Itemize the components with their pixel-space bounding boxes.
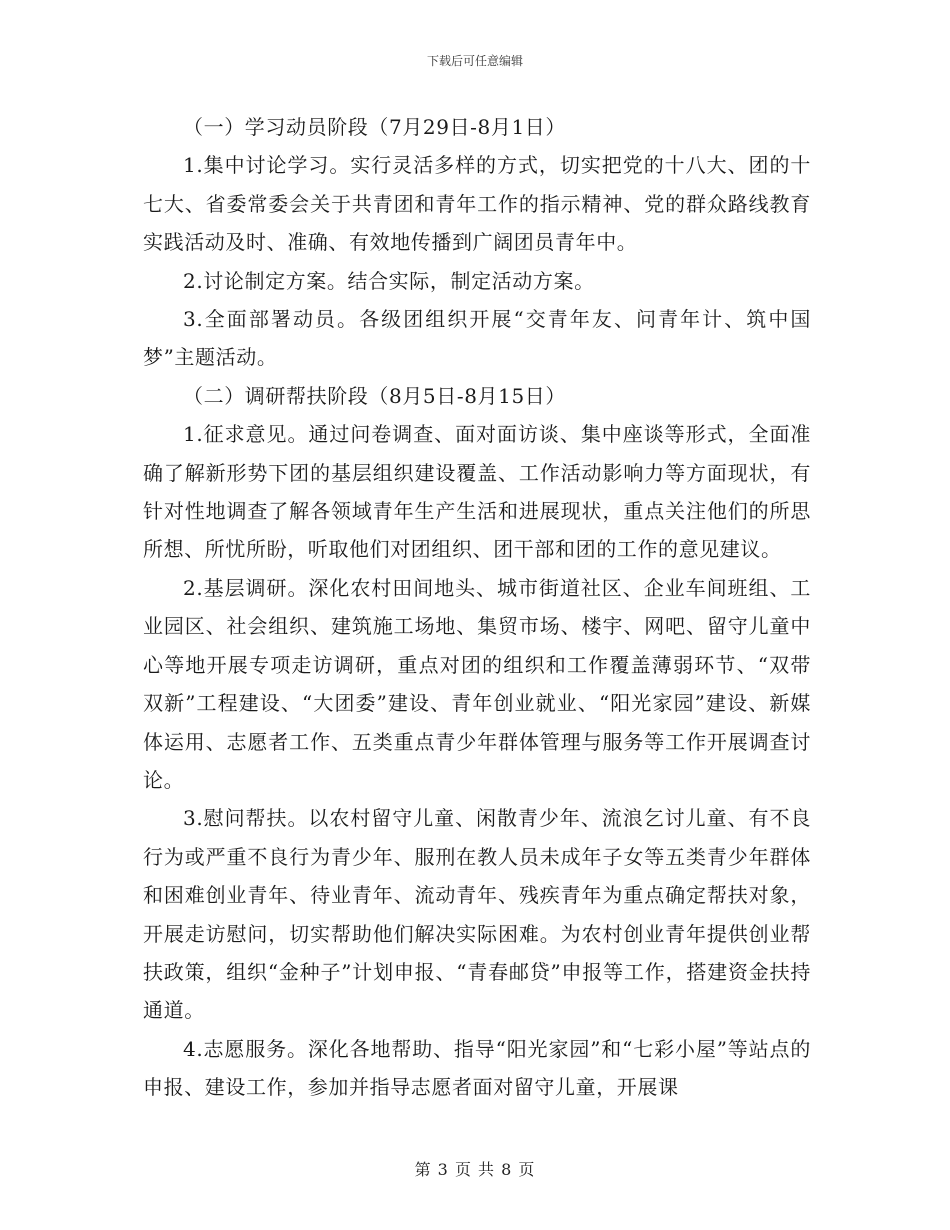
paragraph: 1.征求意见。通过问卷调查、面对面访谈、集中座谈等形式，全面准确了解新形势下团的基层组织建设覆盖、工作活动影响力等方面现状，有针对性地调查了解各领域青年生产生活和进展现状，重点关注他们的所思所想、所忧所盼，听取他们对团组织、团干部和团的工作的意见建议。 xyxy=(143,422,811,562)
paragraph: 4.志愿服务。深化各地帮助、指导“阳光家园”和“七彩小屋”等站点的申报、建设工作，参加并指导志愿者面对留守儿童，开展课 xyxy=(143,1036,811,1100)
paragraph: 2.基层调研。深化农村田间地头、城市街道社区、企业车间班组、工业园区、社会组织、建筑施工场地、集贸市场、楼宇、网吧、留守儿童中心等地开展专项走访调研，重点对团的组织和工作覆盖薄弱环节、“双带双新”工程建设、“大团委”建设、青年创业就业、“阳光家园”建设、新媒体运用、志愿者工作、五类重点青少年群体管理与服务等工作开展调查讨论。 xyxy=(143,575,811,792)
section-heading-2: （二）调研帮扶阶段（8月5日-8月15日） xyxy=(183,383,566,408)
paragraph: 2.讨论制定方案。结合实际，制定活动方案。 xyxy=(183,268,595,293)
paragraph: 3.全面部署动员。各级团组织开展“交青年友、问青年计、筑中国梦”主题活动。 xyxy=(143,307,811,370)
page-number: 第 3 页 共 8 页 xyxy=(414,1160,536,1179)
document-body xyxy=(143,108,811,1107)
paragraph: 1.集中讨论学习。实行灵活多样的方式，切实把党的十八大、团的十七大、省委常委会关于共青团和青年工作的指示精神、党的群众路线教育实践活动及时、准确、有效地传播到广阔团员青年中。 xyxy=(143,153,811,255)
page-header-note: 下载后可任意编辑 xyxy=(426,54,523,68)
paragraph: 3.慰问帮扶。以农村留守儿童、闲散青少年、流浪乞讨儿童、有不良行为或严重不良行为青少年、服刑在教人员未成年子女等五类青少年群体和困难创业青年、待业青年、流动青年、残疾青年为重点确定帮扶对象，开展走访慰问，切实帮助他们解决实际困难。为农村创业青年提供创业帮扶政策，组织“金种子”计划申报、“青春邮贷”申报等工作，搭建资金扶持通道。 xyxy=(143,806,811,1023)
section-heading-1: （一）学习动员阶段（7月29日-8月1日） xyxy=(183,115,566,139)
